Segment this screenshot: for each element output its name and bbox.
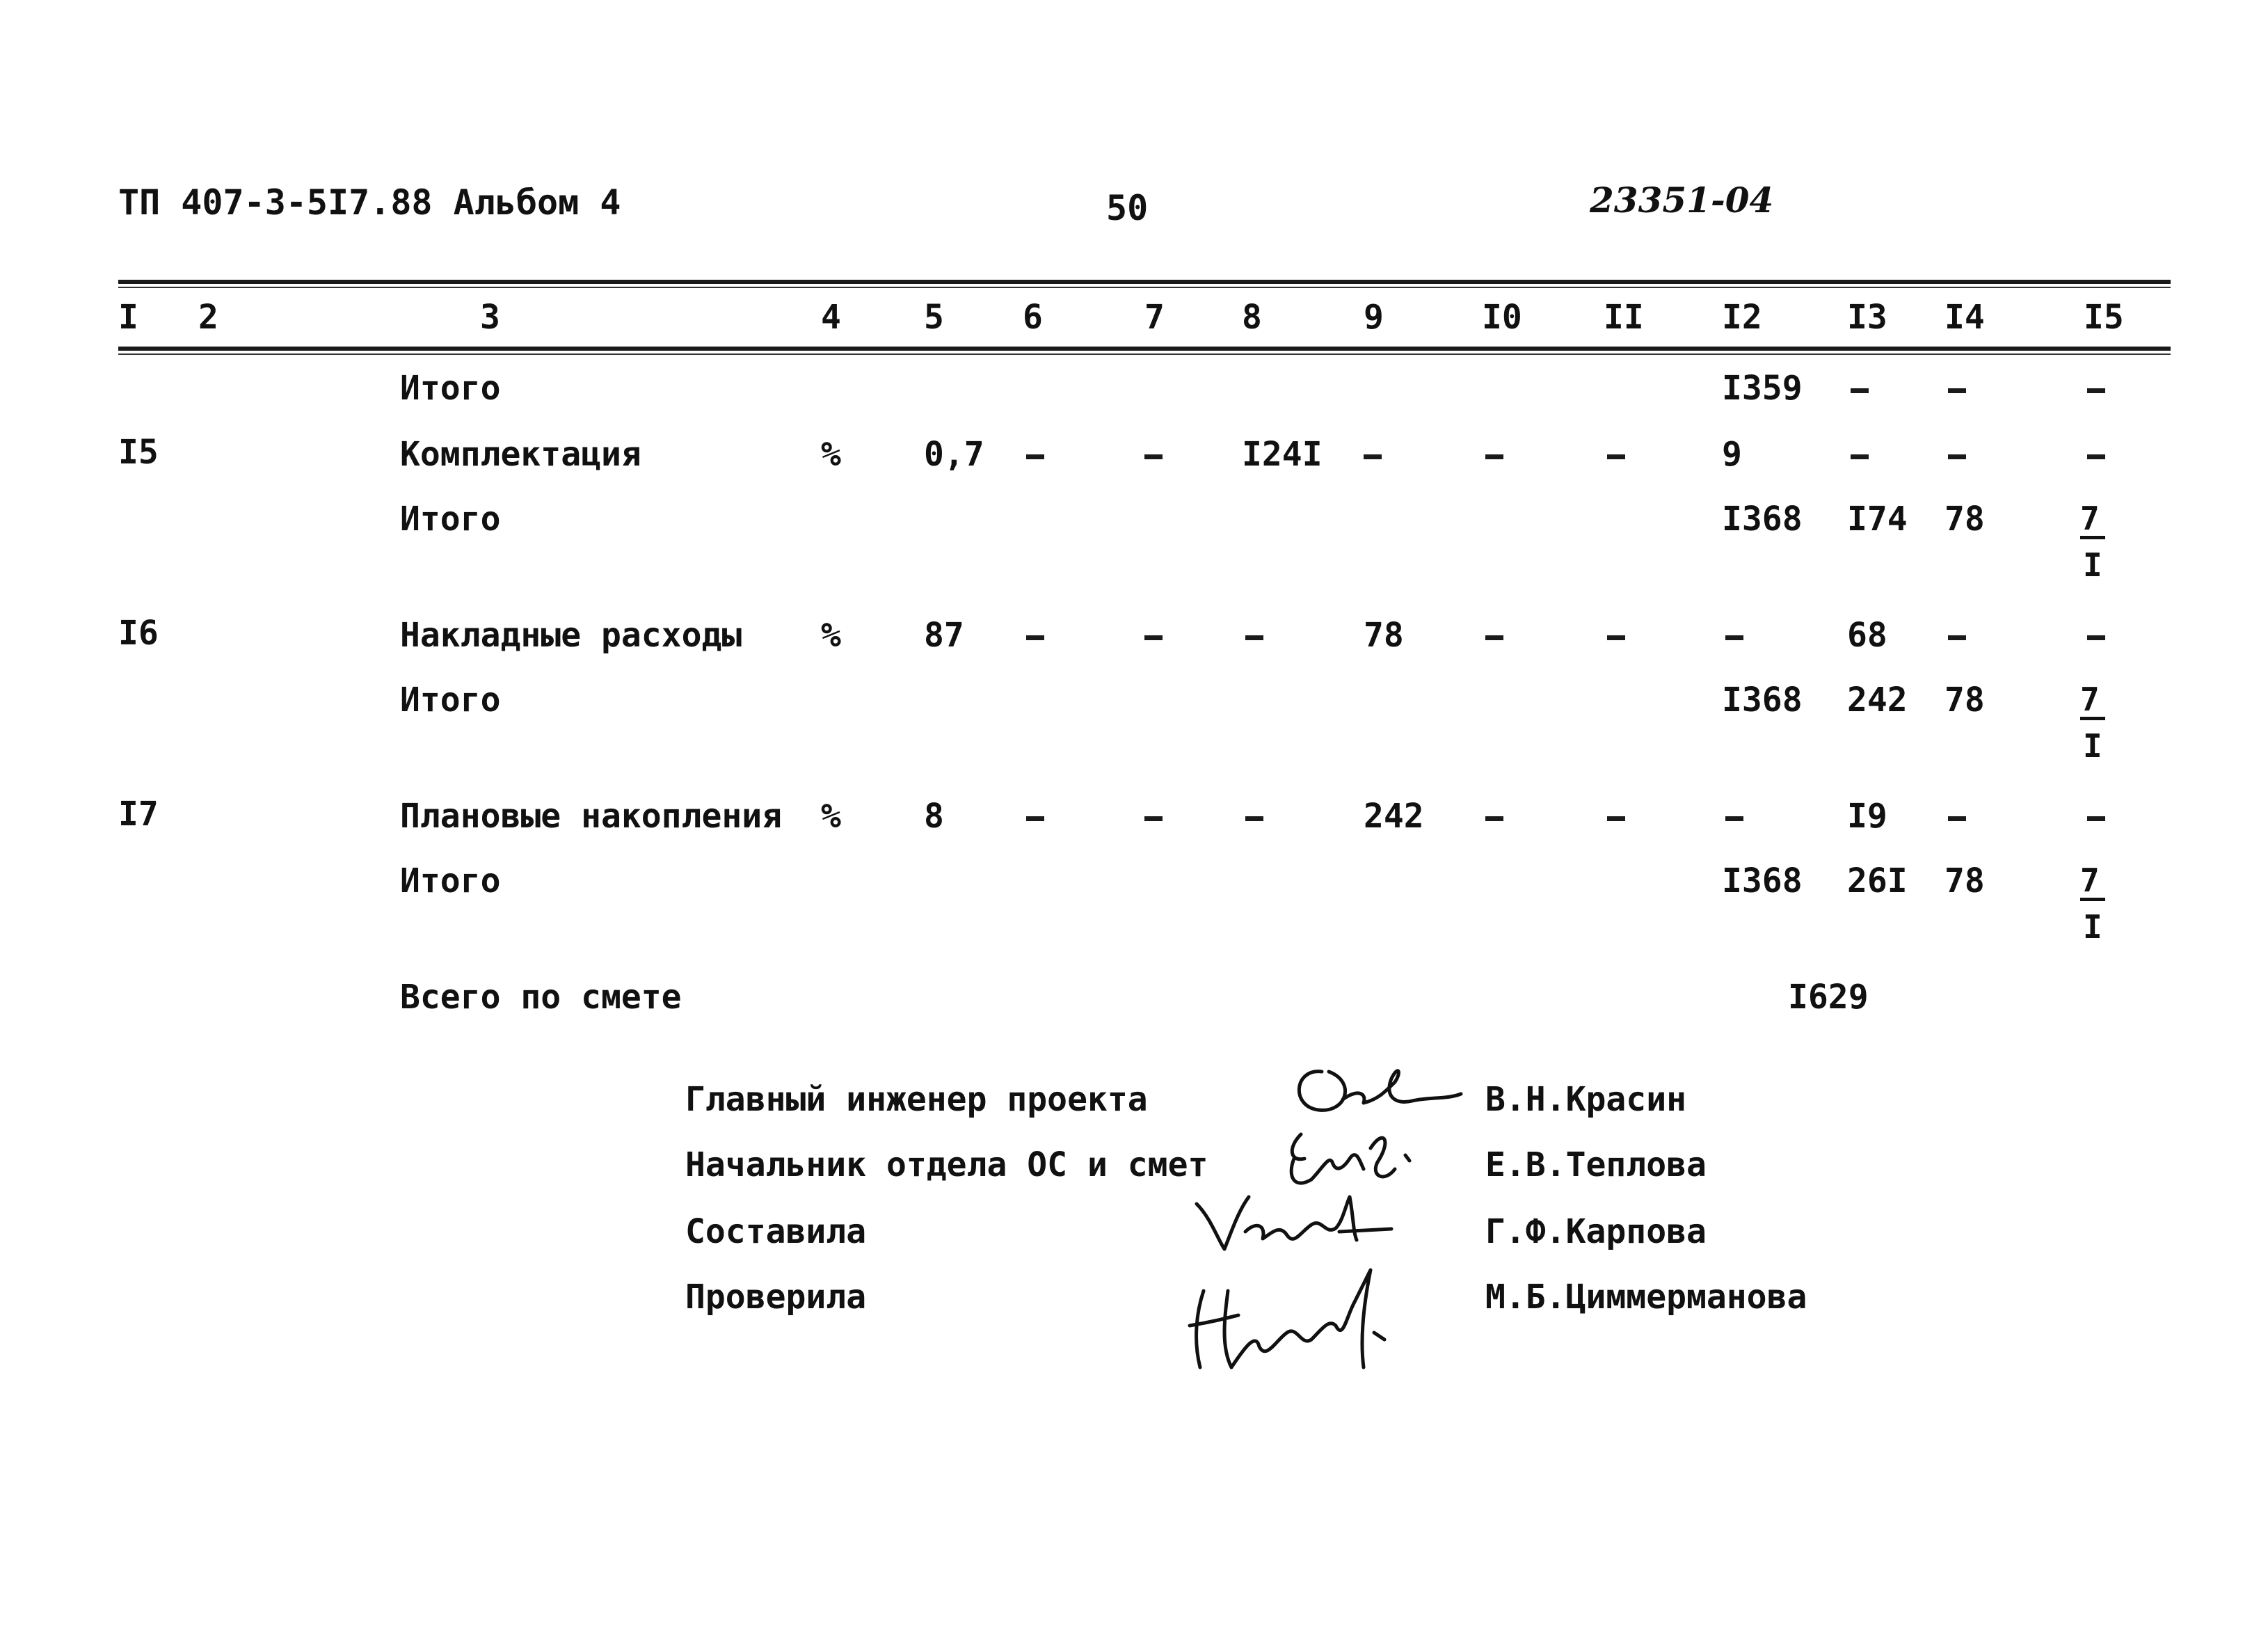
cell-col5: 87 [924, 616, 964, 655]
document-reference: ТП 407-3-5I7.88 Альбом 4 [118, 182, 621, 223]
signature-name: Г.Ф.Карпова [1485, 1212, 1707, 1251]
cell-col10 [1485, 797, 1503, 836]
cell-col14 [1948, 435, 1966, 474]
cell-col8 [1245, 616, 1263, 655]
dash-mark [1144, 454, 1163, 459]
dash-mark [1607, 635, 1625, 640]
cell-col13: I74 [1847, 500, 1908, 539]
cell-col12 [1725, 797, 1743, 836]
cell-col14: 78 [1944, 681, 1985, 720]
cell-col12 [1725, 616, 1743, 655]
fraction-col15 [2080, 681, 2105, 765]
cell-col11 [1607, 435, 1625, 474]
col-num-2: 2 [198, 298, 218, 337]
row-number: I5 [118, 433, 159, 472]
row-name: Комплектация [400, 435, 641, 474]
row-name: Итого [400, 369, 501, 408]
dash-mark [2087, 635, 2105, 640]
row-name: Итого [400, 681, 501, 720]
fraction-col15 [2080, 861, 2105, 946]
cell-col5: 8 [924, 797, 944, 836]
handwritten-signature-3 [1190, 1183, 1398, 1260]
cell-col13: I9 [1847, 797, 1887, 836]
dash-mark [2087, 454, 2105, 459]
inventory-number: 23351-04 [1590, 180, 1774, 221]
col-num-7: 7 [1144, 298, 1165, 337]
cell-col12: I368 [1722, 861, 1803, 900]
signature-role: Составила [685, 1212, 867, 1251]
cell-col7 [1144, 616, 1163, 655]
handwritten-signature-1 [1280, 1051, 1475, 1127]
cell-col12: I368 [1722, 500, 1803, 539]
cell-col8 [1245, 797, 1263, 836]
col-num-15: I5 [2084, 298, 2124, 337]
cell-col15 [2087, 797, 2105, 836]
fraction-denominator: I [2083, 727, 2102, 765]
col-num-12: I2 [1722, 298, 1762, 337]
fraction-numerator: 7 [2080, 864, 2105, 901]
cell-col9: 78 [1364, 616, 1404, 655]
dash-mark [1144, 635, 1163, 640]
row-name: Плановые накопления [400, 797, 783, 836]
dash-mark [1948, 454, 1966, 459]
cell-col14: 78 [1944, 861, 1985, 900]
cell-col13: 68 [1847, 616, 1887, 655]
dash-mark [1144, 816, 1163, 821]
col-num-8: 8 [1242, 298, 1262, 337]
cell-col12: 9 [1722, 435, 1742, 474]
fraction-denominator: I [2083, 546, 2102, 584]
cell-col9: 242 [1364, 797, 1424, 836]
cell-col6 [1026, 616, 1044, 655]
cell-col14 [1948, 616, 1966, 655]
dash-mark [1485, 635, 1503, 640]
fraction-numerator: 7 [2080, 683, 2105, 720]
col-num-6: 6 [1023, 298, 1043, 337]
dash-mark [1607, 816, 1625, 821]
cell-unit: % [821, 616, 841, 655]
row-number: I6 [118, 614, 159, 653]
signature-name: Е.В.Теплова [1485, 1145, 1707, 1184]
col-num-11: II [1604, 298, 1644, 337]
col-num-13: I3 [1847, 298, 1887, 337]
cell-col14 [1948, 797, 1966, 836]
table-top-rule [118, 280, 2171, 284]
cell-col5: 0,7 [924, 435, 984, 474]
signature-role: Проверила [685, 1278, 867, 1317]
grand-total-label: Всего по смете [400, 978, 682, 1017]
cell-col8: I24I [1242, 435, 1323, 474]
col-num-4: 4 [821, 298, 841, 337]
col-num-5: 5 [924, 298, 944, 337]
signature-name: М.Б.Циммерманова [1485, 1278, 1807, 1317]
dash-mark [1851, 388, 1869, 393]
row-name: Накладные расходы [400, 616, 742, 655]
grand-total-value: I629 [1788, 978, 1869, 1017]
cell-col14: 78 [1944, 500, 1985, 539]
col-num-14: I4 [1944, 298, 1985, 337]
signature-role: Главный инженер проекта [685, 1080, 1148, 1119]
dash-mark [1026, 454, 1044, 459]
dash-mark [1948, 635, 1966, 640]
cell-col14 [1948, 369, 1966, 408]
dash-mark [1485, 454, 1503, 459]
cell-col9 [1364, 435, 1382, 474]
cell-col13: 26I [1847, 861, 1908, 900]
fraction-col15 [2080, 500, 2105, 584]
cell-col13: 242 [1847, 681, 1908, 720]
table-header-rule [118, 347, 2171, 351]
dash-mark [1485, 816, 1503, 821]
dash-mark [1245, 635, 1263, 640]
signature-name: В.Н.Красин [1485, 1080, 1686, 1119]
cell-col13 [1851, 369, 1869, 408]
col-num-10: I0 [1482, 298, 1522, 337]
cell-col15 [2087, 435, 2105, 474]
cell-unit: % [821, 797, 841, 836]
cell-col10 [1485, 435, 1503, 474]
cell-col7 [1144, 797, 1163, 836]
cell-col10 [1485, 616, 1503, 655]
cell-col6 [1026, 435, 1044, 474]
col-num-1: I [118, 298, 138, 337]
dash-mark [1948, 816, 1966, 821]
signature-role: Начальник отдела ОС и смет [685, 1145, 1208, 1184]
row-name: Итого [400, 861, 501, 900]
dash-mark [1245, 816, 1263, 821]
dash-mark [2087, 816, 2105, 821]
cell-col7 [1144, 435, 1163, 474]
fraction-numerator: 7 [2080, 502, 2105, 539]
dash-mark [1026, 816, 1044, 821]
handwritten-signature-4 [1176, 1263, 1398, 1381]
cell-col11 [1607, 616, 1625, 655]
col-num-3: 3 [480, 298, 500, 337]
cell-unit: % [821, 435, 841, 474]
dash-mark [1607, 454, 1625, 459]
cell-col12: I359 [1722, 369, 1803, 408]
row-number: I7 [118, 795, 159, 834]
dash-mark [1026, 635, 1044, 640]
dash-mark [1725, 635, 1743, 640]
cell-col15 [2087, 369, 2105, 408]
dash-mark [1364, 454, 1382, 459]
dash-mark [1948, 388, 1966, 393]
cell-col6 [1026, 797, 1044, 836]
dash-mark [1851, 454, 1869, 459]
cell-col15 [2087, 616, 2105, 655]
page-number: 50 [1106, 188, 1149, 228]
cell-col13 [1851, 435, 1869, 474]
dash-mark [2087, 388, 2105, 393]
dash-mark [1725, 816, 1743, 821]
cell-col12: I368 [1722, 681, 1803, 720]
row-name: Итого [400, 500, 501, 539]
fraction-denominator: I [2083, 908, 2102, 946]
col-num-9: 9 [1364, 298, 1384, 337]
cell-col11 [1607, 797, 1625, 836]
